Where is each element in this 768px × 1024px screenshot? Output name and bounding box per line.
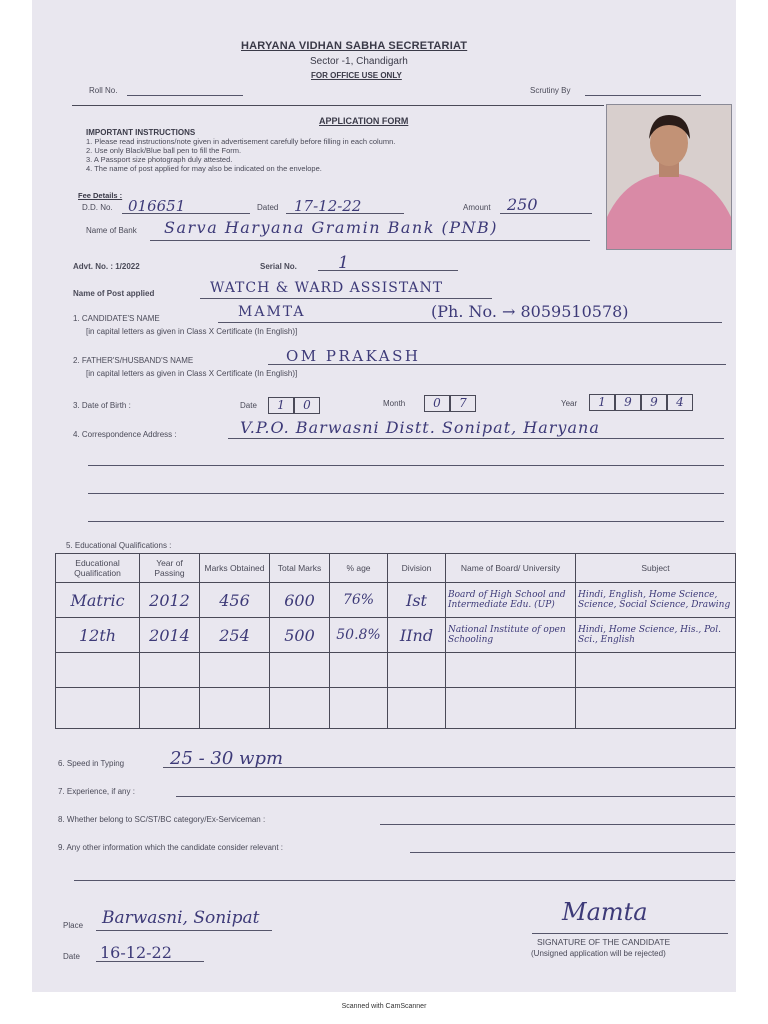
education-label: 5. Educational Qualifications : xyxy=(66,541,172,550)
dob-year-digit: 9 xyxy=(615,394,641,411)
category-line xyxy=(380,824,735,825)
date-label: Date xyxy=(63,952,80,961)
table-cell: Hindi, English, Home Science, Science, Social Science, Drawing xyxy=(576,583,736,618)
table-cell: 76% xyxy=(330,583,388,618)
date-line xyxy=(96,961,204,962)
dob-month-label: Month xyxy=(383,399,406,408)
advt-no-label: Advt. No. : 1/2022 xyxy=(73,262,140,271)
table-cell xyxy=(270,653,330,688)
table-cell xyxy=(56,688,140,729)
education-header-cell: Total Marks xyxy=(270,554,330,583)
application-form-title: APPLICATION FORM xyxy=(319,116,409,126)
typing-speed-line xyxy=(163,767,735,768)
serial-no-value: 1 xyxy=(338,253,349,273)
amount-line xyxy=(500,213,592,214)
other-info-label: 9. Any other information which the candidate consider relevant : xyxy=(58,843,284,852)
table-cell: IInd xyxy=(388,618,446,653)
dob-year-digit: 4 xyxy=(667,394,693,411)
bank-name-line xyxy=(150,240,590,241)
table-cell xyxy=(140,653,200,688)
address-line xyxy=(88,493,724,494)
typing-speed-value: 25 - 30 wpm xyxy=(170,748,284,769)
table-row xyxy=(56,583,736,618)
table-cell: Ist xyxy=(388,583,446,618)
instructions-heading: IMPORTANT INSTRUCTIONS xyxy=(86,128,196,137)
table-row xyxy=(56,653,736,688)
other-info-line xyxy=(74,880,735,881)
table-cell: 500 xyxy=(270,618,330,653)
typing-speed-label: 6. Speed in Typing xyxy=(58,759,125,768)
candidate-name-line xyxy=(218,322,722,323)
experience-label: 7. Experience, if any : xyxy=(58,787,135,796)
amount-value: 250 xyxy=(507,195,538,214)
dob-label: 3. Date of Birth : xyxy=(73,401,131,410)
candidate-name-value: MAMTA xyxy=(238,304,306,320)
dated-line xyxy=(286,213,404,214)
table-cell xyxy=(388,688,446,729)
education-header-cell: Year of Passing xyxy=(140,554,200,583)
education-header-row xyxy=(56,554,736,583)
scanner-watermark: Scanned with CamScanner xyxy=(341,1003,427,1010)
roll-no-line xyxy=(127,95,243,96)
education-header-cell: % age xyxy=(330,554,388,583)
address-line xyxy=(88,465,724,466)
table-cell xyxy=(270,688,330,729)
candidate-phone-value: (Ph. No. → 8059510578) xyxy=(431,302,629,321)
dob-date-digit: 1 xyxy=(268,397,294,414)
candidate-photo xyxy=(606,104,732,250)
date-value: 16-12-22 xyxy=(100,943,172,962)
bank-name-label: Name of Bank xyxy=(86,226,137,235)
table-cell xyxy=(200,653,270,688)
dob-year-digit: 1 xyxy=(589,394,615,411)
candidate-signature: Mamta xyxy=(562,898,648,926)
fee-details-heading: Fee Details : xyxy=(78,191,123,200)
table-cell: 12th xyxy=(56,618,140,653)
place-line xyxy=(96,930,272,931)
candidate-name-label: 1. CANDIDATE'S NAME xyxy=(73,314,160,323)
table-cell xyxy=(140,688,200,729)
address-line xyxy=(228,438,724,439)
education-header-cell: Subject xyxy=(576,554,736,583)
dd-no-value: 016651 xyxy=(128,197,186,215)
table-cell: 254 xyxy=(200,618,270,653)
other-info-line xyxy=(410,852,735,853)
table-cell: Matric xyxy=(56,583,140,618)
table-cell: 2012 xyxy=(140,583,200,618)
category-label: 8. Whether belong to SC/ST/BC category/Ex-Serviceman : xyxy=(58,815,266,824)
table-row xyxy=(56,688,736,729)
education-header-cell: Name of Board/ University xyxy=(446,554,576,583)
father-name-line xyxy=(268,364,726,365)
table-cell: 50.8% xyxy=(330,618,388,653)
table-cell xyxy=(56,653,140,688)
scrutiny-line xyxy=(585,95,701,96)
education-header-cell: Division xyxy=(388,554,446,583)
table-cell: 2014 xyxy=(140,618,200,653)
table-cell: Board of High School and Intermediate Edu. (UP) xyxy=(446,583,576,618)
signature-note: (Unsigned application will be rejected) xyxy=(531,949,666,958)
dob-date-label: Date xyxy=(240,401,257,410)
dob-year-label: Year xyxy=(561,399,578,408)
table-cell xyxy=(446,688,576,729)
signature-label: SIGNATURE OF THE CANDIDATE xyxy=(537,937,671,947)
dd-no-label: D.D. No. xyxy=(82,203,113,212)
scrutiny-label: Scrutiny By xyxy=(530,86,571,95)
place-value: Barwasni, Sonipat xyxy=(102,908,260,928)
office-use-label: FOR OFFICE USE ONLY xyxy=(311,71,402,80)
form-header-title: HARYANA VIDHAN SABHA SECRETARIAT xyxy=(241,40,468,52)
father-name-label: 2. FATHER'S/HUSBAND'S NAME xyxy=(73,356,194,365)
address-value: V.P.O. Barwasni Distt. Sonipat, Haryana xyxy=(240,418,600,437)
dated-label: Dated xyxy=(257,203,279,212)
dd-no-line xyxy=(122,213,250,214)
education-table xyxy=(55,553,736,729)
education-header-cell: Marks Obtained xyxy=(200,554,270,583)
address-line xyxy=(88,521,724,522)
roll-no-label: Roll No. xyxy=(89,86,118,95)
instruction-item: 2. Use only Black/Blue ball pen to fill the Form. xyxy=(86,146,242,155)
place-label: Place xyxy=(63,921,84,930)
serial-no-line xyxy=(318,270,458,271)
instruction-item: 3. A Passport size photograph duly attested. xyxy=(86,155,233,164)
form-header-address: Sector -1, Chandigarh xyxy=(310,56,408,67)
table-cell xyxy=(446,653,576,688)
table-cell: 600 xyxy=(270,583,330,618)
father-name-note: [in capital letters as given in Class X Certificate (In English)] xyxy=(86,369,298,378)
post-applied-line xyxy=(200,298,492,299)
dob-month-digit: 7 xyxy=(450,395,476,412)
table-cell xyxy=(576,688,736,729)
signature-line xyxy=(532,933,728,934)
bank-name-value: Sarva Haryana Gramin Bank (PNB) xyxy=(164,218,498,237)
amount-label: Amount xyxy=(463,203,491,212)
instruction-item: 4. The name of post applied for may also be indicated on the envelope. xyxy=(86,164,322,173)
table-cell xyxy=(330,653,388,688)
post-applied-label: Name of Post applied xyxy=(73,289,155,298)
dob-date-digit: 0 xyxy=(294,397,320,414)
address-label: 4. Correspondence Address : xyxy=(73,430,177,439)
dob-year-digit: 9 xyxy=(641,394,667,411)
instruction-item: 1. Please read instructions/note given in advertisement carefully before filling in each column. xyxy=(86,137,396,146)
education-header-cell: Educational Qualification xyxy=(56,554,140,583)
header-rule xyxy=(72,105,604,106)
table-cell: Hindi, Home Science, His., Pol. Sci., English xyxy=(576,618,736,653)
dob-month-digit: 0 xyxy=(424,395,450,412)
table-cell xyxy=(330,688,388,729)
table-cell xyxy=(200,688,270,729)
table-cell: National Institute of open Schooling xyxy=(446,618,576,653)
father-name-value: OM PRAKASH xyxy=(286,347,421,365)
post-applied-value: WATCH & WARD ASSISTANT xyxy=(210,280,444,296)
dated-value: 17-12-22 xyxy=(294,197,362,215)
table-cell: 456 xyxy=(200,583,270,618)
table-cell xyxy=(388,653,446,688)
table-cell xyxy=(576,653,736,688)
experience-line xyxy=(176,796,735,797)
serial-no-label: Serial No. xyxy=(260,262,297,271)
candidate-name-note: [in capital letters as given in Class X Certificate (In English)] xyxy=(86,327,298,336)
table-row xyxy=(56,618,736,653)
